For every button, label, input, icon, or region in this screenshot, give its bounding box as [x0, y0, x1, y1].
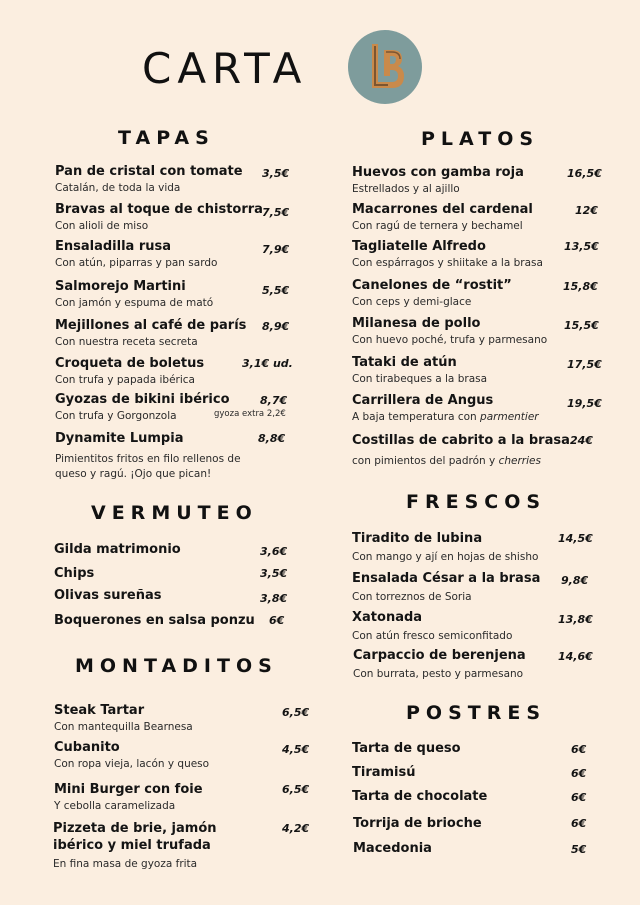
menu-item [352, 788, 487, 805]
item-name: Xatonada [352, 610, 423, 625]
menu-item [352, 354, 562, 387]
menu-item [55, 430, 265, 482]
item-description [352, 454, 567, 469]
item-name: Tiramisú [352, 765, 416, 780]
item-name: Pizzeta de brie, jamón ibérico y miel trufada [53, 821, 217, 853]
item-description: Con jamón y espuma de mató [55, 297, 214, 309]
item-name: Cubanito [54, 740, 120, 755]
item-name: Tarta de chocolate [352, 789, 488, 804]
menu-item [352, 315, 562, 348]
menu-item [55, 238, 255, 271]
item-price: 15,5€ [564, 319, 599, 332]
item-name: Ensaladilla rusa [55, 239, 172, 254]
item-price: 9,8€ [561, 574, 589, 587]
section-title-vermuteo: VERMUTEO [91, 502, 258, 524]
item-name: Salmorejo Martini [55, 279, 186, 294]
section-title-postres: POSTRES [406, 702, 547, 724]
item-price: 16,5€ [567, 167, 602, 180]
item-description-italic: cherries [498, 455, 541, 467]
item-price: 13,8€ [558, 613, 593, 626]
menu-item [54, 612, 255, 629]
item-description [352, 410, 562, 425]
item-price: 5,5€ [262, 284, 290, 297]
item-name: Gyozas de bikini ibérico [55, 392, 230, 407]
item-name: Mini Burger con foie [54, 782, 203, 797]
item-name: Macarrones del cardenal [352, 202, 533, 217]
item-price: 14,5€ [558, 532, 593, 545]
item-price: 6€ [269, 614, 285, 627]
item-description: Con ropa vieja, lacón y queso [54, 758, 210, 770]
item-name: Mejillones al café de parís [55, 318, 247, 333]
item-name: Olivas sureñas [54, 588, 162, 603]
menu-item [55, 391, 255, 424]
item-description: Con espárragos y shiitake a la brasa [352, 257, 543, 269]
item-description: Con alioli de miso [55, 220, 149, 232]
section-title-frescos: FRESCOS [406, 491, 547, 513]
item-name: Tiradito de lubina [352, 531, 483, 546]
menu-item [55, 317, 255, 350]
item-price: 6€ [571, 743, 587, 756]
item-price: 4,5€ [282, 743, 310, 756]
section-title-tapas: TAPAS [118, 127, 215, 149]
menu-item [353, 840, 432, 857]
section-title-montaditos: MONTADITOS [75, 655, 278, 677]
item-price: 3,5€ [262, 167, 290, 180]
item-description: En fina masa de gyoza frita [53, 858, 198, 870]
item-name: Tarta de queso [352, 741, 461, 756]
item-description: Con mantequilla Bearnesa [54, 721, 193, 733]
menu-item [353, 647, 558, 682]
menu-item [54, 565, 94, 582]
item-description-italic: parmentier [480, 411, 539, 423]
menu-item [352, 432, 570, 469]
item-name: Tataki de atún [352, 355, 457, 370]
item-description: Con trufa y Gorgonzola [55, 410, 177, 422]
menu-item [55, 201, 263, 234]
item-price: 5€ [571, 843, 587, 856]
item-description: Con huevo poché, trufa y parmesano [352, 334, 548, 346]
item-name: Steak Tartar [54, 703, 145, 718]
item-name: Boquerones en salsa ponzu [54, 613, 255, 628]
section-title-platos: PLATOS [421, 128, 540, 150]
item-description: Con ceps y demi-glace [352, 296, 472, 308]
item-description: Pimientitos fritos en filo rellenos de queso y ragú. ¡Ojo que pican! [55, 453, 241, 480]
item-name: Tagliatelle Alfredo [352, 239, 486, 254]
item-description: Con ragú de ternera y bechamel [352, 220, 523, 232]
item-name: Gilda matrimonio [54, 542, 181, 557]
menu-item [352, 530, 557, 565]
menu-title: CARTA [142, 44, 308, 93]
menu-item [54, 781, 274, 814]
item-description: Con burrata, pesto y parmesano [353, 668, 524, 680]
restaurant-logo [348, 30, 422, 104]
menu-item [352, 570, 557, 605]
item-price: 15,8€ [563, 280, 598, 293]
item-price: 7,9€ [262, 243, 290, 256]
item-price: 3,8€ [260, 592, 288, 605]
item-price: 6€ [571, 817, 587, 830]
item-price: 6€ [571, 767, 587, 780]
menu-item [352, 764, 416, 781]
item-description: Con trufa y papada ibérica [55, 374, 195, 386]
item-name: Bravas al toque de chistorra [55, 202, 263, 217]
item-price: 6€ [571, 791, 587, 804]
item-price: 3,6€ [260, 545, 288, 558]
item-description: Con mango y ají en hojas de shisho [352, 551, 539, 563]
menu-item [352, 201, 562, 234]
item-name: Carrillera de Angus [352, 393, 494, 408]
item-name: Torrija de brioche [353, 816, 482, 831]
item-name: Huevos con gamba roja [352, 165, 524, 180]
item-price: 3,5€ [260, 567, 288, 580]
menu-item [55, 355, 255, 388]
item-description: Estrellados y al ajillo [352, 183, 460, 195]
menu-item [352, 164, 562, 197]
item-description: Con tirabeques a la brasa [352, 373, 488, 385]
item-name: Chips [54, 566, 95, 581]
menu-item [352, 238, 562, 271]
menu-item [352, 609, 557, 644]
item-description-text: con pimientos del padrón y [352, 455, 499, 467]
item-name: Carpaccio de berenjena [353, 648, 526, 663]
item-price: 13,5€ [564, 240, 599, 253]
item-price: 8,7€ [260, 394, 288, 407]
item-price: 14,6€ [558, 650, 593, 663]
menu-item [53, 820, 268, 872]
item-description: Con atún, piparras y pan sardo [55, 257, 218, 269]
item-price: 12€ [575, 204, 598, 217]
menu-item [54, 541, 181, 558]
menu-item [352, 277, 562, 310]
item-name: Ensalada César a la brasa [352, 571, 541, 586]
item-price: 6,5€ [282, 706, 310, 719]
menu-item [55, 278, 255, 311]
menu-item [54, 739, 274, 772]
menu-item [352, 740, 461, 757]
item-description: Con atún fresco semiconfitado [352, 630, 513, 642]
item-price: 24€ [570, 434, 593, 447]
item-price: 3,1€ ud. [242, 357, 293, 370]
item-description: Y cebolla caramelizada [54, 800, 176, 812]
item-name: Costillas de cabrito a la brasa [352, 433, 570, 448]
item-name: Pan de cristal con tomate [55, 164, 243, 179]
lb-monogram-icon [348, 30, 422, 104]
menu-item [55, 163, 255, 196]
item-name: Milanesa de pollo [352, 316, 481, 331]
item-name: Croqueta de boletus [55, 356, 205, 371]
item-name: Canelones de “rostit” [352, 278, 512, 293]
item-price: 7,5€ [262, 206, 290, 219]
item-extra-price: gyoza extra 2,2€ [214, 409, 286, 419]
item-price: 8,9€ [262, 320, 290, 333]
item-price: 6,5€ [282, 783, 310, 796]
item-price: 19,5€ [567, 397, 602, 410]
item-price: 8,8€ [258, 432, 286, 445]
item-description: Con nuestra receta secreta [55, 336, 198, 348]
item-name: Dynamite Lumpia [55, 431, 184, 446]
item-description: Con torreznos de Soria [352, 591, 472, 603]
menu-item [353, 815, 482, 832]
item-name: Macedonia [353, 841, 432, 856]
menu-item [54, 587, 161, 604]
item-price: 17,5€ [567, 358, 602, 371]
menu-item [54, 702, 274, 735]
item-price: 4,2€ [282, 822, 310, 835]
menu-item [352, 392, 562, 425]
item-description-text: A baja temperatura con [352, 411, 481, 423]
item-description: Catalán, de toda la vida [55, 182, 181, 194]
